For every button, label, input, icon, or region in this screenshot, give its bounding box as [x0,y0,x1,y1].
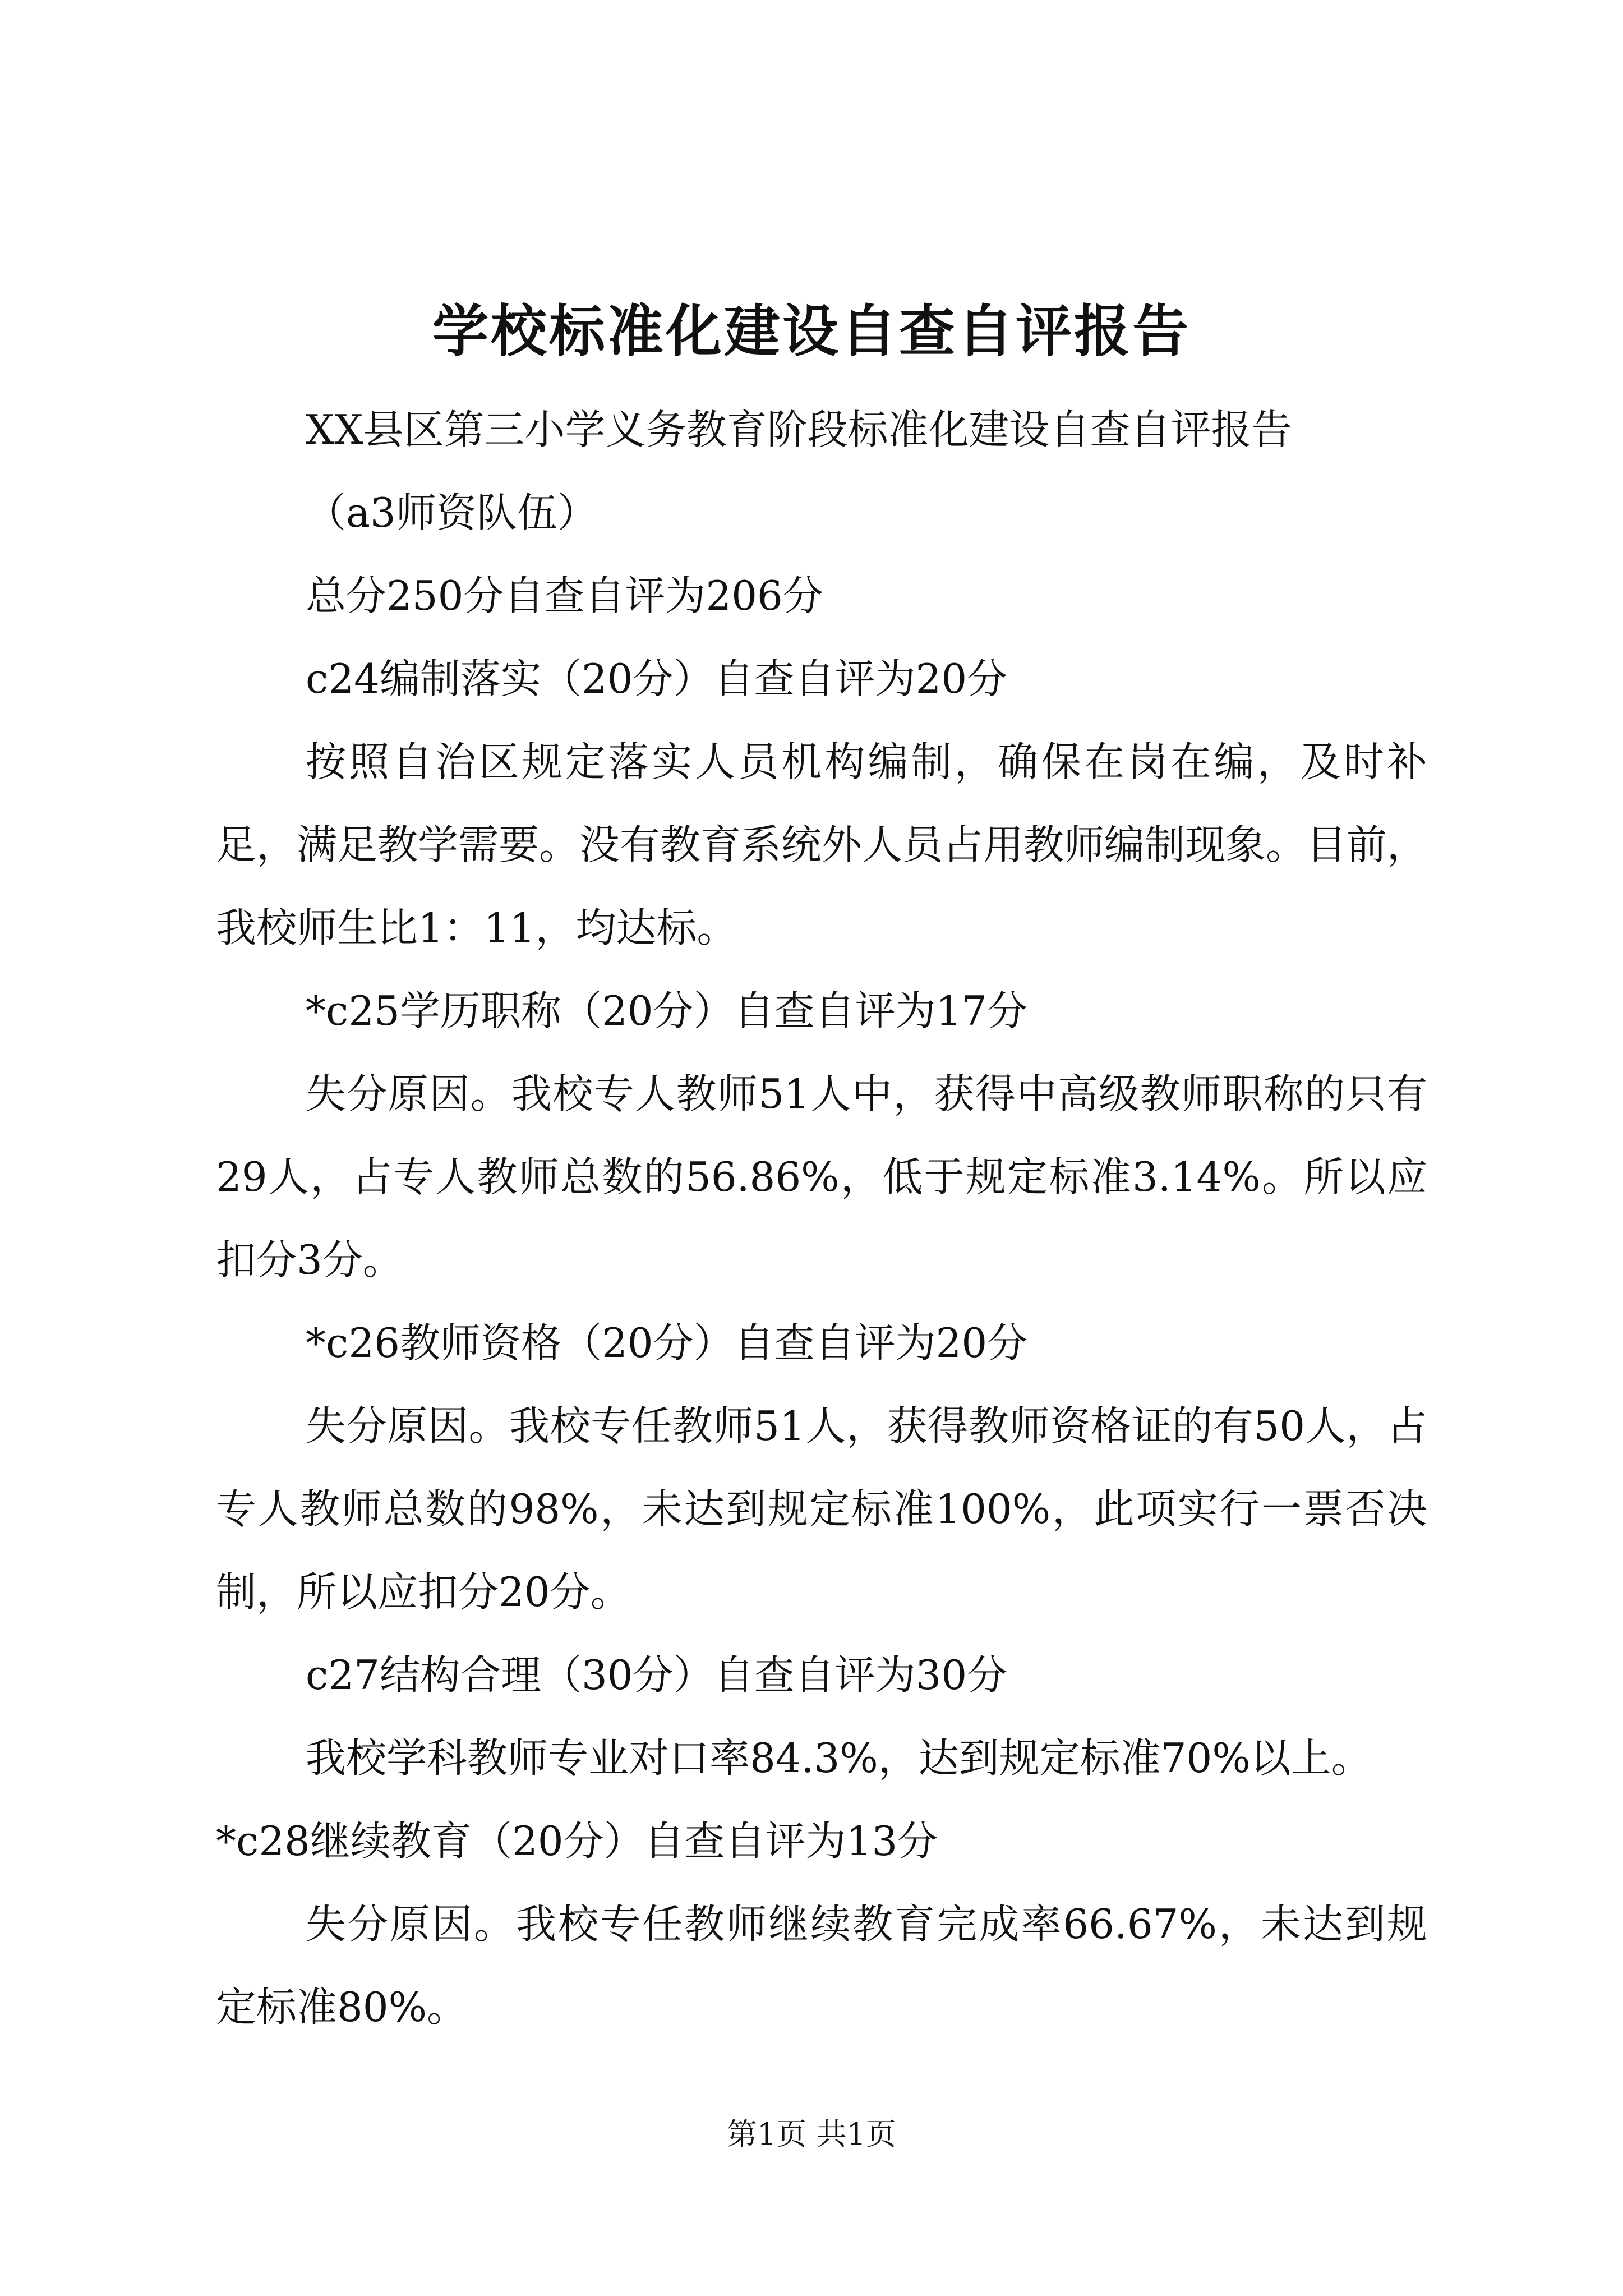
c25-heading: *c25学历职称（20分）自查自评为17分 [306,987,1028,1034]
document-body [216,388,1427,2049]
total-score-line: 总分250分自查自评为206分 [306,572,823,619]
c28-heading: *c28继续教育（20分）自查自评为13分 [216,1818,938,1865]
c26-heading: *c26教师资格（20分）自查自评为20分 [306,1319,1028,1366]
c24-body: 按照自治区规定落实人员机构编制，确保在岗在编，及时补足，满足教学需要。没有教育系统外人员占用教师编制现象。目前，我校师生比1：11，均达标。 [216,738,1428,951]
document-title: 学校标准化建设自查自评报告 [432,298,1191,364]
c28-body: 失分原因。我校专任教师继续教育完成率66.67%，未达到规定标准80%。 [216,1901,1427,2031]
c27-body: 我校学科教师专业对口率84.3%，达到规定标准70%以上。 [306,1734,1372,1782]
c26-body: 失分原因。我校专任教师51人，获得教师资格证的有50人，占专人教师总数的98%，未达到规定标准100%，此项实行一票否决制，所以应扣分20分。 [216,1402,1427,1616]
c27-heading: c27结构合理（30分）自查自评为30分 [306,1651,1008,1699]
section-label: （a3师资队伍） [306,489,598,536]
page-footer: 第1页 共1页 [727,2116,896,2152]
report-subtitle: XX县区第三小学义务教育阶段标准化建设自查自评报告 [306,406,1292,453]
c24-heading: c24编制落实（20分）自查自评为20分 [306,655,1008,702]
c25-body: 失分原因。我校专人教师51人中，获得中高级教师职称的只有29人，占专人教师总数的56.86%，低于规定标准3.14%。所以应扣分3分。 [216,1070,1427,1283]
